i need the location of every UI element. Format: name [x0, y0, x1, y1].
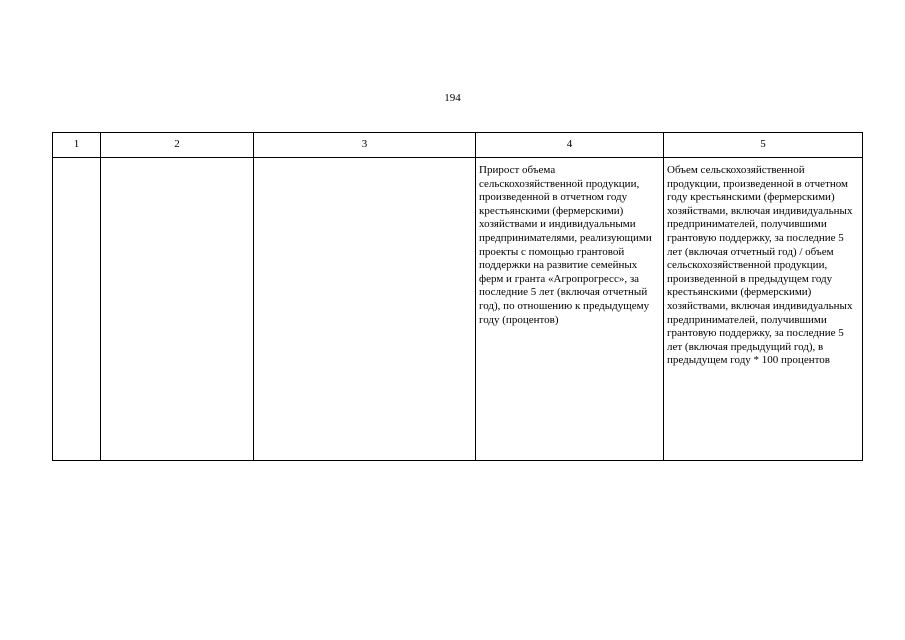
cell-col-1: [53, 158, 101, 461]
cell-col-3: [254, 158, 476, 461]
column-header-2: 2: [101, 133, 254, 158]
cell-indicator-name: Прирост объема сельскохозяйственной продукции, произведенной в отчетном году крестьянскими (фермерскими) хозяйствами и индивидуальными предпринимателями, реализующими проекты с помощью грантовой поддержки на развитие семейных ферм и гранта «Агропрогресс», за последние 5 лет (включая отчетный год), по отношению к предыдущему году (процентов): [476, 158, 664, 461]
column-header-3: 3: [254, 133, 476, 158]
table-row: [53, 158, 863, 461]
column-header-1: 1: [53, 133, 101, 158]
cell-col-2: [101, 158, 254, 461]
table-header-row: [53, 133, 863, 158]
indicator-table: [52, 132, 863, 461]
column-header-5: 5: [664, 133, 863, 158]
cell-calculation-formula: Объем сельскохозяйственной продукции, произведенной в отчетном году крестьянскими (фермерскими) хозяйствами, включая индивидуальных предпринимателей, получившими грантовую поддержку, за последние 5 лет (включая отчетный год) / объем сельскохозяйственной продукции, произведенной в предыдущем году крестьянскими (фермерскими) хозяйствами, включая индивидуальных предпринимателей, получившими грантовую поддержку, за последние 5 лет (включая предыдущий год), в предыдущем году * 100 процентов: [664, 158, 863, 461]
page-number: 194: [444, 92, 461, 104]
column-header-4: 4: [476, 133, 664, 158]
